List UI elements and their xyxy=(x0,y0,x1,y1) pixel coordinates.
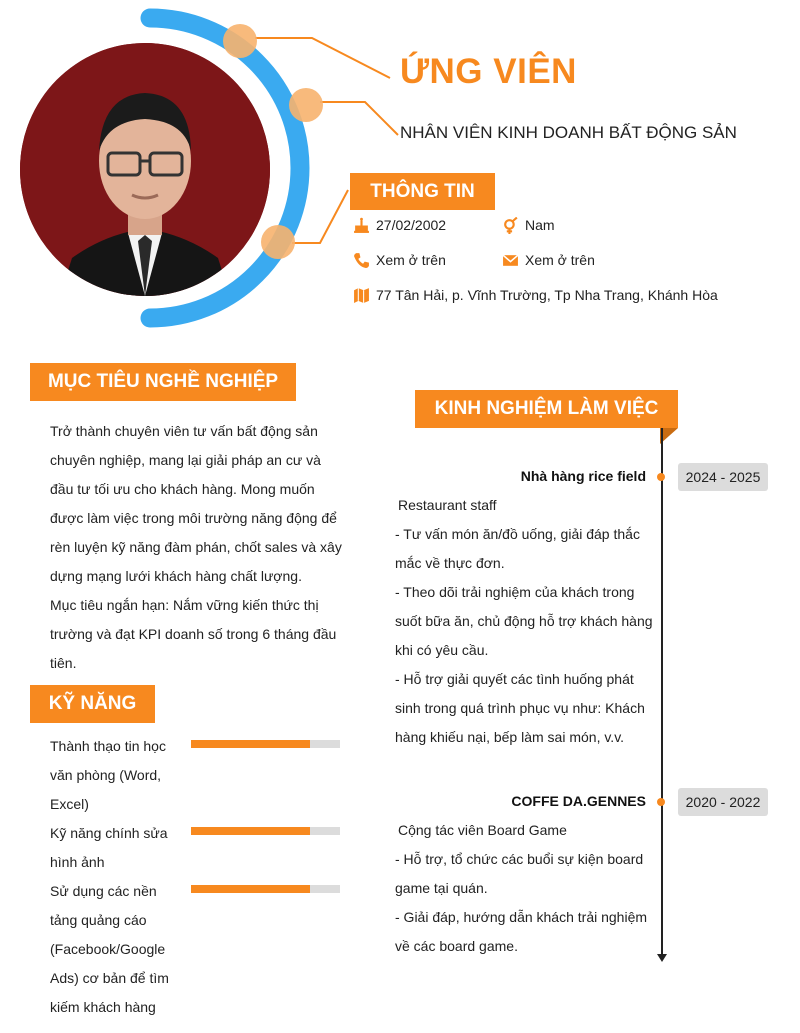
email-value: Xem ở trên xyxy=(525,252,595,268)
skill-label-line: kiếm khách hàng xyxy=(50,999,156,1015)
timeline-dot xyxy=(657,798,665,806)
phone-value: Xem ở trên xyxy=(376,252,446,268)
skill-bar-fill xyxy=(191,740,310,748)
skill-label-line: hình ảnh xyxy=(50,854,105,870)
job-line: - Hỗ trợ, tổ chức các buổi sự kiện board xyxy=(395,851,644,867)
mail-icon xyxy=(501,251,519,269)
job-line: về các board game. xyxy=(395,938,518,954)
career-line: Trở thành chuyên viên tư vấn bất động sản xyxy=(50,423,318,439)
job-line: sinh trong quá trình phục vụ như: Khách xyxy=(395,700,645,716)
job-date: 2024 - 2025 xyxy=(678,463,768,491)
job-line: suốt bữa ăn, chủ động hỗ trợ khách hàng xyxy=(395,613,653,629)
skill-label xyxy=(50,819,180,877)
job-role: Restaurant staff xyxy=(398,497,497,513)
career-line: tiên. xyxy=(50,655,77,671)
skill-label-line: Ads) cơ bản để tìm xyxy=(50,970,169,986)
skill-bar-fill xyxy=(191,885,310,893)
gender-value: Nam xyxy=(525,217,555,233)
job-description xyxy=(395,845,657,961)
map-icon xyxy=(352,286,370,304)
skill-bar xyxy=(191,740,340,748)
career-objective-heading: MỤC TIÊU NGHỀ NGHIỆP xyxy=(30,363,296,401)
address-value: 77 Tân Hải, p. Vĩnh Trường, Tp Nha Trang, Khánh Hòa xyxy=(376,287,718,303)
gender-icon xyxy=(501,216,519,234)
career-line: được làm việc trong môi trường năng động để xyxy=(50,510,337,526)
job-line: - Hỗ trợ giải quyết các tình huống phát xyxy=(395,671,634,687)
career-objective-text xyxy=(50,417,345,678)
birthday-row xyxy=(352,216,446,234)
career-line: chuyên nghiệp, mang lại giải pháp an cư và xyxy=(50,452,321,468)
job-title: NHÂN VIÊN KINH DOANH BẤT ĐỘNG SẢN xyxy=(400,123,737,142)
skill-label-line: tảng quảng cáo xyxy=(50,912,147,928)
email-row xyxy=(501,251,595,269)
skill-label xyxy=(50,877,180,1022)
career-line: trường và đạt KPI doanh số trong 6 tháng đầu xyxy=(50,626,337,642)
career-line: Mục tiêu ngắn hạn: Nắm vững kiến thức thị xyxy=(50,597,319,613)
timeline-line xyxy=(661,428,663,958)
career-line: đầu tư tối ưu cho khách hàng. Mong muốn xyxy=(50,481,315,497)
skill-bar xyxy=(191,827,340,835)
experience-heading: KINH NGHIỆM LÀM VIỆC xyxy=(415,390,678,428)
job-company: Nhà hàng rice field xyxy=(520,468,646,484)
job-line: mắc về thực đơn. xyxy=(395,555,505,571)
info-heading: THÔNG TIN xyxy=(350,173,495,210)
job-line: hàng khiếu nại, bếp làm sai món, v.v. xyxy=(395,729,625,745)
timeline-dot xyxy=(657,473,665,481)
birthday-value: 27/02/2002 xyxy=(376,217,447,233)
skill-label-line: Thành thạo tin học xyxy=(50,738,166,754)
phone-row xyxy=(352,251,446,269)
skill-label-line: Kỹ năng chính sửa xyxy=(50,825,168,841)
career-line: rèn luyện kỹ năng đàm phán, chốt sales và xây xyxy=(50,539,342,555)
avatar xyxy=(20,43,270,296)
job-company: COFFE DA.GENNES xyxy=(511,793,646,809)
job-line: - Tư vấn món ăn/đồ uống, giải đáp thắc xyxy=(395,526,640,542)
skill-label-line: văn phòng (Word, xyxy=(50,767,162,783)
skill-bar xyxy=(191,885,340,893)
phone-icon xyxy=(352,251,370,269)
gender-row xyxy=(501,216,555,234)
skill-label-line: (Facebook/Google xyxy=(50,941,166,957)
person-photo-icon xyxy=(20,43,270,296)
address-row xyxy=(352,286,718,304)
skill-label-line: Sử dụng các nền xyxy=(50,883,157,899)
job-line: khi có yêu cầu. xyxy=(395,642,489,658)
timeline-arrow-icon xyxy=(657,954,667,962)
candidate-name: ỨNG VIÊN xyxy=(400,52,577,91)
job-date: 2020 - 2022 xyxy=(678,788,768,816)
skill-bar-fill xyxy=(191,827,310,835)
job-line: - Giải đáp, hướng dẫn khách trải nghiệm xyxy=(395,909,648,925)
cake-icon xyxy=(352,216,370,234)
skills-heading: KỸ NĂNG xyxy=(30,685,155,723)
job-line: - Theo dõi trải nghiệm của khách trong xyxy=(395,584,635,600)
skill-label xyxy=(50,732,180,819)
career-line: dựng mạng lưới khách hàng chất lượng. xyxy=(50,568,302,584)
job-role: Cộng tác viên Board Game xyxy=(398,822,567,838)
job-description xyxy=(395,520,657,752)
skill-label-line: Excel) xyxy=(50,796,89,812)
job-line: game tại quán. xyxy=(395,880,488,896)
